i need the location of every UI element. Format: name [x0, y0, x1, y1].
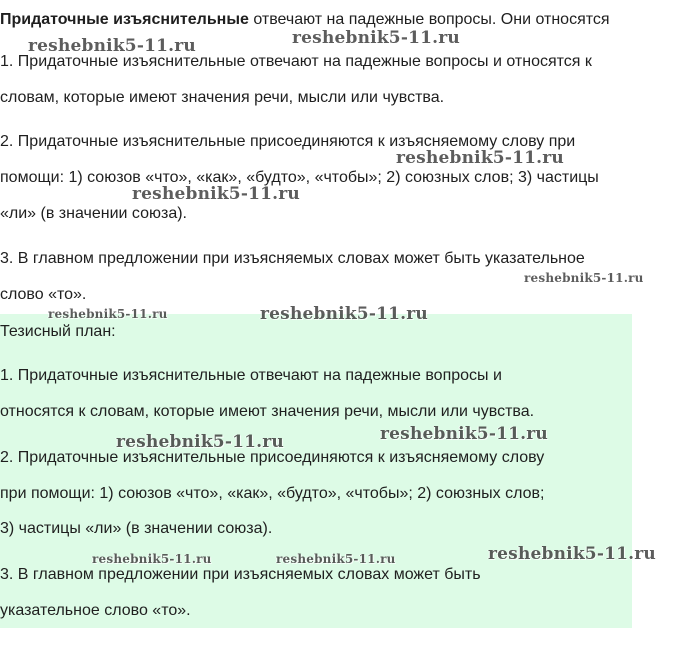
watermark-text: reshebnik5-11.ru	[92, 552, 212, 566]
plan-item2-line2: при помощи: 1) союзов «что», «как», «будто», «чтобы»; 2) союзных слов;	[0, 485, 545, 502]
plan-item2-line1: 2. Придаточные изъяснительные присоединяются к изъясняемому слову	[0, 449, 545, 466]
intro-text: отвечают на падежные вопросы. Они относятся	[248, 11, 610, 28]
plan-heading: Тезисный план:	[0, 323, 116, 340]
plan-item1-line1: 1. Придаточные изъяснительные отвечают на падежные вопросы и	[0, 367, 502, 384]
watermark-text: reshebnik5-11.ru	[116, 432, 284, 452]
watermark-text: reshebnik5-11.ru	[276, 552, 396, 566]
list1-item2-line1: 2. Придаточные изъяснительные присоединяются к изъясняемому слову при	[0, 133, 576, 150]
list1-item1-line2: словам, которые имеют значения речи, мысли или чувства.	[0, 89, 445, 106]
watermark-text: reshebnik5-11.ru	[260, 304, 428, 324]
watermark-text: reshebnik5-11.ru	[292, 28, 460, 48]
plan-item2-line3: 3) частицы «ли» (в значении союза).	[0, 520, 273, 537]
watermark-text: reshebnik5-11.ru	[48, 307, 168, 321]
plan-item3-line2: указательное слово «то».	[0, 602, 191, 619]
watermark-text: reshebnik5-11.ru	[132, 184, 300, 204]
list1-item3-line2: слово «то».	[0, 286, 87, 303]
list1-item3-line1: 3. В главном предложении при изъясняемых словах может быть указательное	[0, 250, 585, 267]
watermark-text: reshebnik5-11.ru	[28, 36, 196, 56]
watermark-text: reshebnik5-11.ru	[396, 148, 564, 168]
list1-item2-line3: «ли» (в значении союза).	[0, 205, 187, 222]
list1-item2-line2: помощи: 1) союзов «что», «как», «будто», «чтобы»; 2) союзных слов; 3) частицы	[0, 169, 599, 186]
list1-item1-line1: 1. Придаточные изъяснительные отвечают на падежные вопросы и относятся к	[0, 53, 592, 70]
intro-bold-term: Придаточные изъяснительные	[0, 11, 249, 28]
plan-item1-line2: относятся к словам, которые имеют значения речи, мысли или чувства.	[0, 403, 535, 420]
plan-item3-line1: 3. В главном предложении при изъясняемых словах может быть	[0, 566, 481, 583]
watermark-text: reshebnik5-11.ru	[380, 424, 548, 444]
watermark-text: reshebnik5-11.ru	[488, 544, 656, 564]
watermark-text: reshebnik5-11.ru	[524, 271, 644, 285]
